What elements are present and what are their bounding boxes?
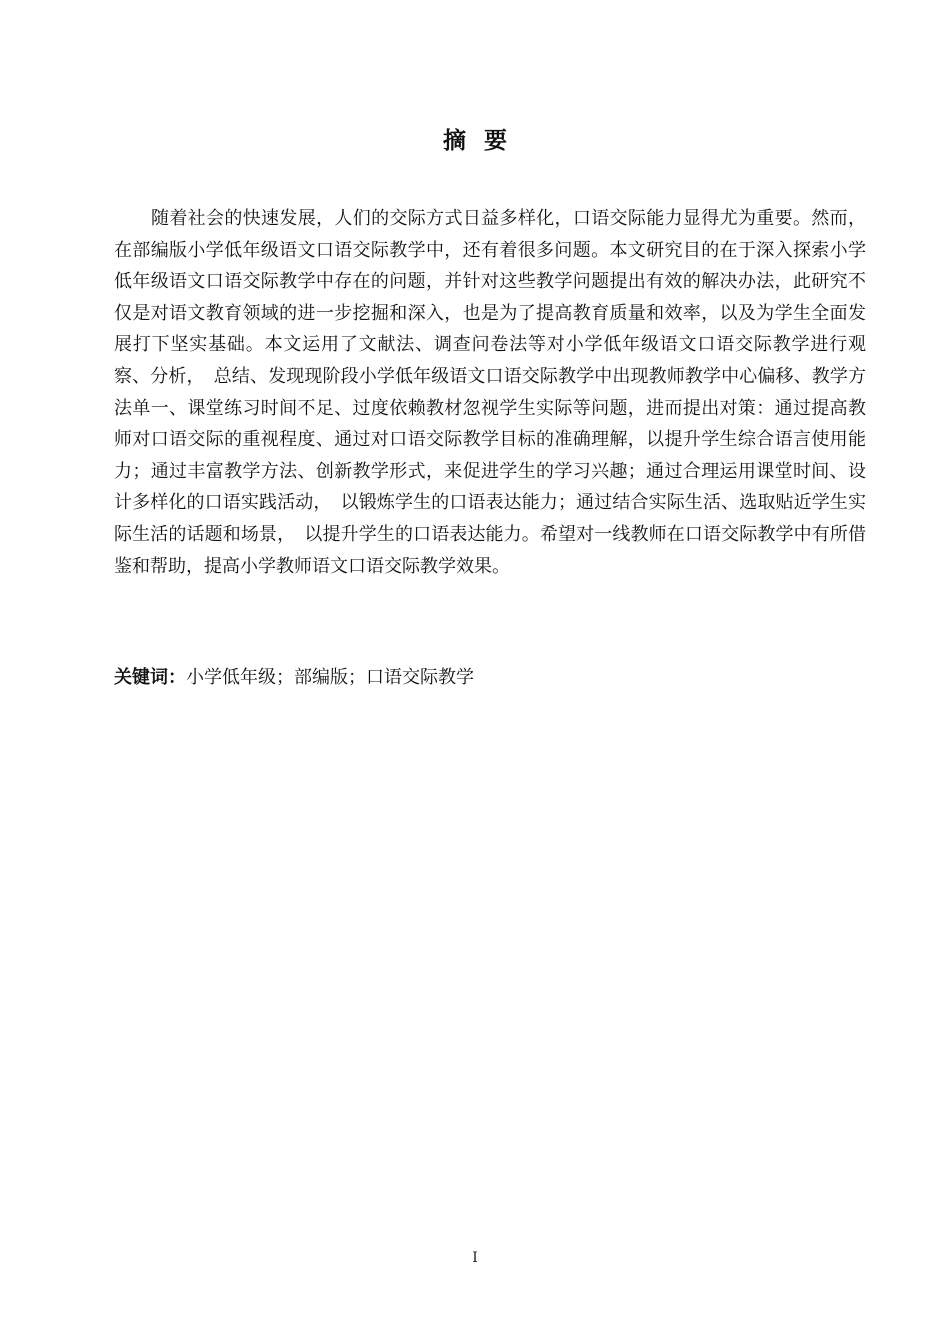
keywords-line (114, 664, 474, 692)
keywords-label: 关键词： (114, 667, 186, 688)
page-number: I (472, 1250, 478, 1266)
abstract-paragraph: 随着社会的快速发展，人们的交际方式日益多样化，口语交际能力显得尤为重要。然而，在部编版小学低年级语文口语交际教学中，还有着很多问题。本文研究目的在于深入探索小学低年级语文口语交际教学中存在的问题，并针对这些教学问题提出有效的解决办法，此研究不仅是对语文教育领域的进一步挖掘和深入，也是为了提高教育质量和效率，以及为学生全面发展打下坚实基础。本文运用了文献法、调查问卷法等对小学低年级语文口语交际教学进行观察、分析， 总结、发现现阶段小学低年级语文口语交际教学中出现教师教学中心偏移、教学方法单一、课堂练习时间不足、过度依赖教材忽视学生实际等问题，进而提出对策：通过提高教师对口语交际的重视程度、通过对口语交际教学目标的准确理解，以提升学生综合语言使用能力；通过丰富教学方法、创新教学形式，来促进学生的学习兴趣；通过合理运用课堂时间、设计多样化的口语实践活动， 以锻炼学生的口语表达能力；通过结合实际生活、选取贴近学生实际生活的话题和场景， 以提升学生的口语表达能力。希望对一线教师在口语交际教学中有所借鉴和帮助，提高小学教师语文口语交际教学效果。 (114, 208, 866, 577)
page-title: 摘要 (443, 128, 525, 154)
keywords-value: 小学低年级；部编版；口语交际教学 (186, 667, 474, 688)
